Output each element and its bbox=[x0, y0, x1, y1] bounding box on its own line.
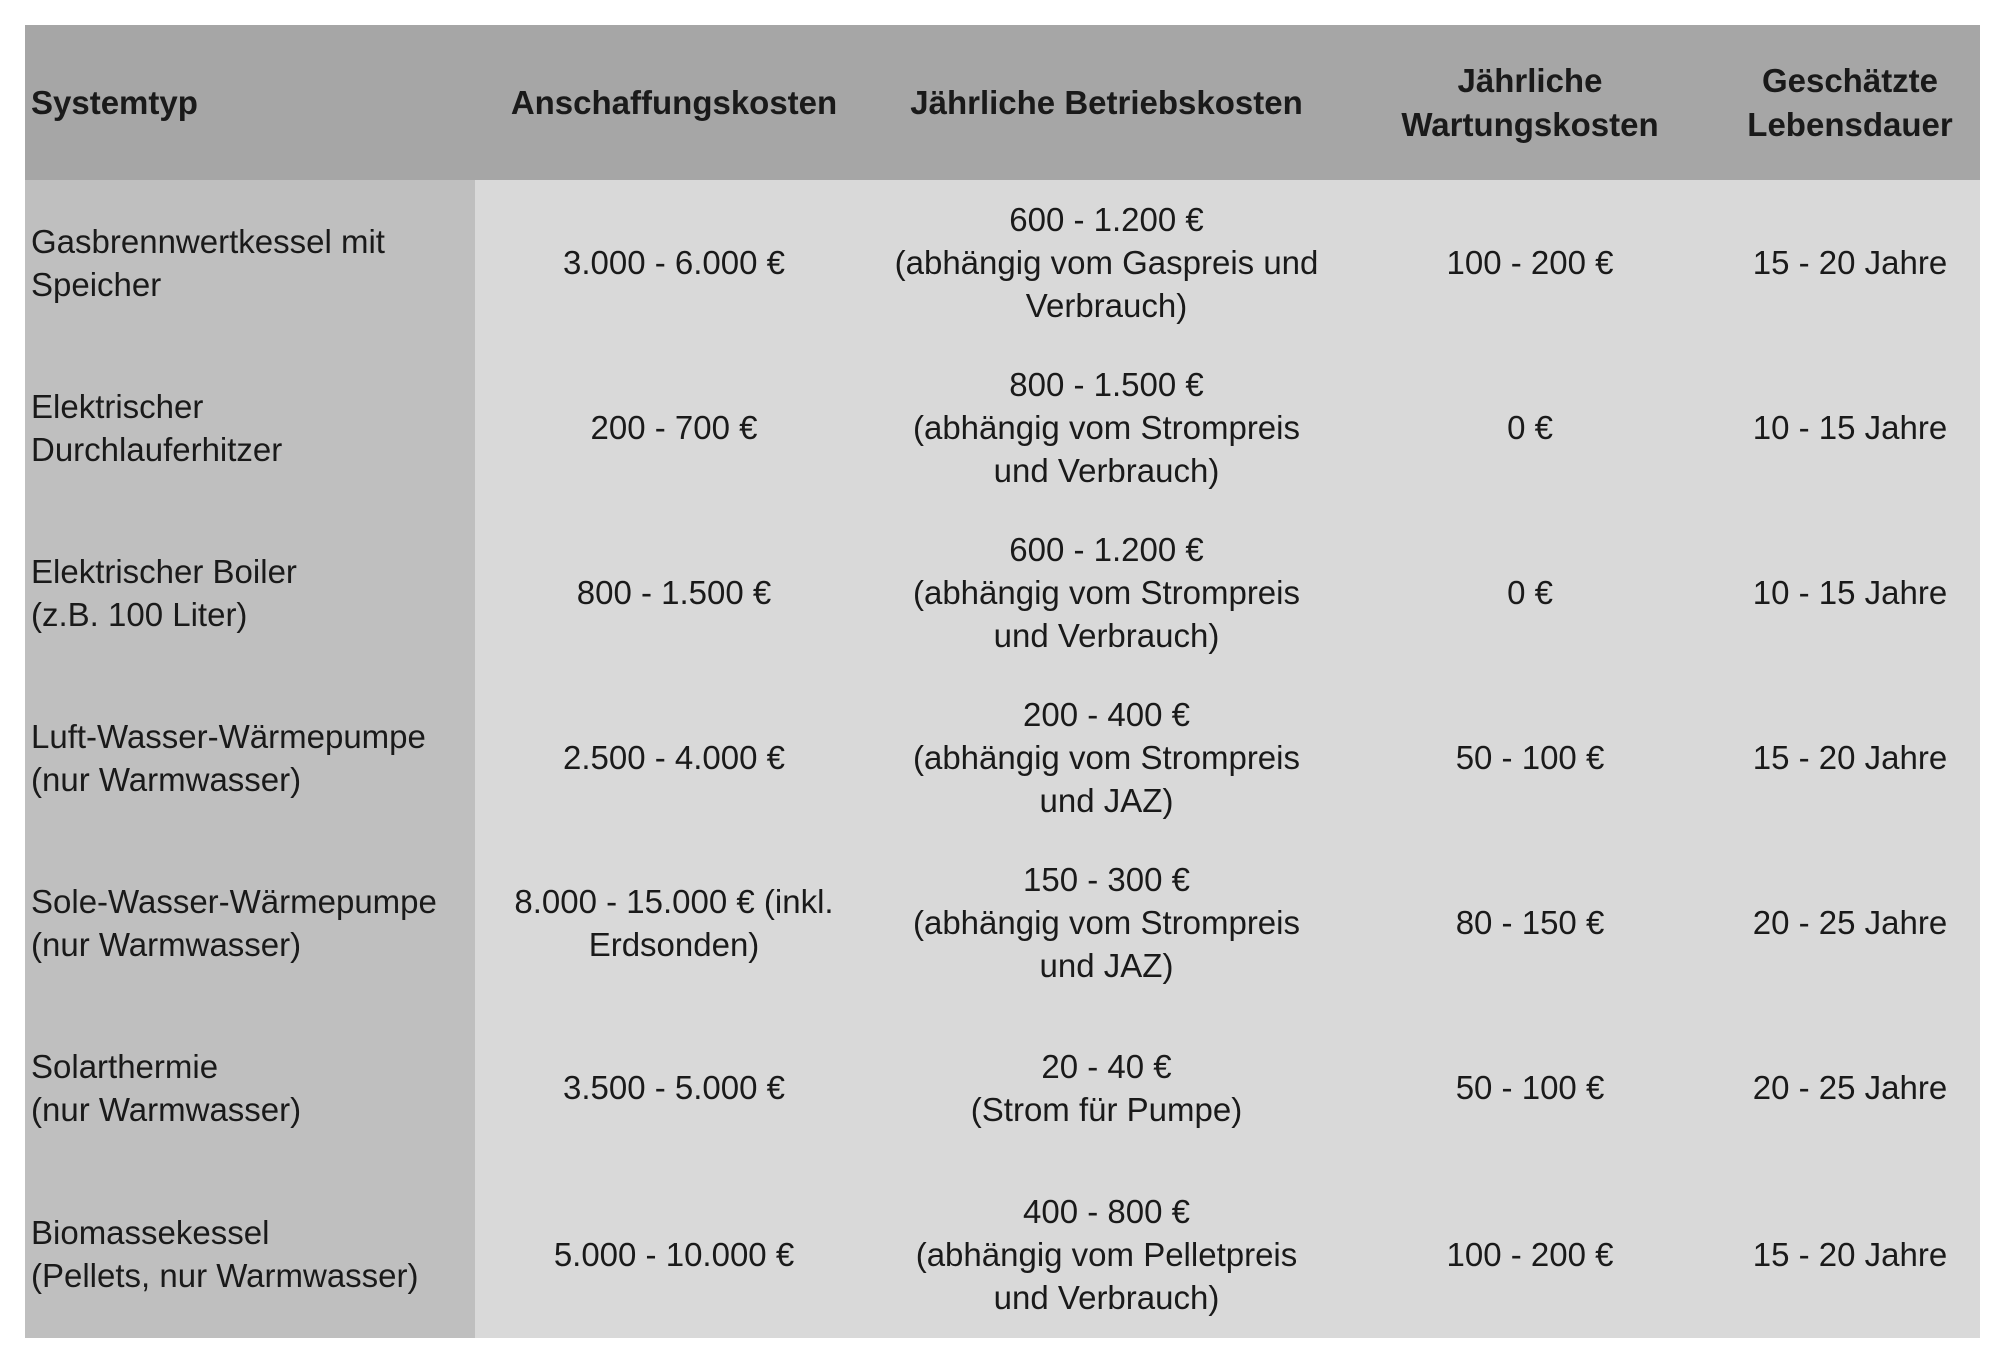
cell-line: 800 - 1.500 € bbox=[1009, 366, 1204, 403]
cell-line: 100 - 200 € bbox=[1446, 1235, 1614, 1273]
cell-line: und Verbrauch) bbox=[993, 452, 1220, 489]
cell-line: 800 - 1.500 € bbox=[576, 574, 772, 611]
cell-betriebskosten bbox=[873, 1005, 1340, 1170]
header-line: Lebensdauer bbox=[1747, 105, 1953, 143]
cell-line: 3.500 - 5.000 € bbox=[562, 1069, 785, 1106]
cell-line: 100 - 200 € bbox=[1446, 244, 1614, 281]
cell-line: (abhängig vom Pelletpreis bbox=[915, 1235, 1298, 1273]
header-anschaffungskosten bbox=[475, 25, 873, 180]
header-line: Geschätzte bbox=[1761, 61, 1939, 99]
cell-line: 0 € bbox=[1507, 574, 1553, 611]
cell-wartungskosten bbox=[1340, 1170, 1720, 1338]
cell-line: 15 - 20 Jahre bbox=[1752, 244, 1948, 281]
header-line: Wartungskosten bbox=[1401, 105, 1659, 143]
cell-anschaffungskosten bbox=[475, 1005, 873, 1170]
header-betriebskosten bbox=[873, 25, 1340, 180]
cell-line: 20 - 40 € bbox=[1041, 1047, 1172, 1085]
cell-systemtyp bbox=[25, 510, 475, 675]
cell-betriebskosten bbox=[873, 675, 1340, 840]
cell-line: Biomassekessel bbox=[31, 1214, 270, 1251]
cell-line: 50 - 100 € bbox=[1455, 739, 1605, 776]
cell-line: 80 - 150 € bbox=[1455, 904, 1605, 941]
cell-wartungskosten bbox=[1340, 675, 1720, 840]
table-row bbox=[25, 1170, 1980, 1338]
cell-lebensdauer bbox=[1720, 180, 1980, 345]
cell-line: Luft-Wasser-Wärmepumpe bbox=[31, 717, 426, 755]
table-row bbox=[25, 1005, 1980, 1170]
header-line: Jährliche bbox=[1457, 61, 1603, 99]
cell-betriebskosten bbox=[873, 180, 1340, 345]
cell-line: Elektrischer Boiler bbox=[31, 552, 297, 590]
cell-systemtyp bbox=[25, 840, 475, 1005]
cell-line: Solarthermie bbox=[31, 1047, 219, 1085]
cell-line: (nur Warmwasser) bbox=[31, 1090, 302, 1128]
table-header bbox=[25, 25, 1980, 180]
cell-line: 5.000 - 10.000 € bbox=[553, 1235, 795, 1273]
cell-lebensdauer bbox=[1720, 840, 1980, 1005]
cell-lebensdauer bbox=[1720, 1005, 1980, 1170]
cell-line: Elektrischer bbox=[31, 387, 204, 425]
header-systemtyp bbox=[25, 25, 475, 180]
cell-anschaffungskosten bbox=[475, 180, 873, 345]
header-row bbox=[25, 25, 1980, 180]
cell-line: und Verbrauch) bbox=[993, 1278, 1220, 1316]
header-line: Systemtyp bbox=[31, 83, 198, 121]
cell-line: (abhängig vom Strompreis bbox=[912, 904, 1300, 941]
cell-line: 150 - 300 € bbox=[1023, 861, 1190, 898]
cell-line: 200 - 400 € bbox=[1023, 696, 1190, 733]
cell-line: (Pellets, nur Warmwasser) bbox=[31, 1257, 419, 1294]
cell-systemtyp bbox=[25, 180, 475, 345]
cell-wartungskosten bbox=[1340, 180, 1720, 345]
cell-line: 10 - 15 Jahre bbox=[1752, 409, 1948, 446]
cell-wartungskosten bbox=[1340, 510, 1720, 675]
cell-line: Durchlauferhitzer bbox=[31, 430, 283, 468]
cell-line: 50 - 100 € bbox=[1455, 1069, 1605, 1106]
header-line: Anschaffungskosten bbox=[510, 83, 838, 121]
cell-line: 600 - 1.200 € bbox=[1009, 201, 1204, 238]
table-row bbox=[25, 510, 1980, 675]
cell-line: 200 - 700 € bbox=[590, 409, 758, 446]
cell-line: (abhängig vom Strompreis bbox=[912, 574, 1300, 611]
cell-lebensdauer bbox=[1720, 1170, 1980, 1338]
cell-systemtyp bbox=[25, 345, 475, 510]
cost-comparison-table bbox=[25, 25, 1980, 1338]
cell-line: (abhängig vom Strompreis bbox=[912, 739, 1300, 776]
header-line: Jährliche Betriebskosten bbox=[910, 83, 1303, 121]
cell-line: 3.000 - 6.000 € bbox=[562, 244, 785, 281]
cell-wartungskosten bbox=[1340, 840, 1720, 1005]
cell-line: 10 - 15 Jahre bbox=[1752, 574, 1948, 611]
cell-line: (Strom für Pumpe) bbox=[970, 1090, 1243, 1128]
cell-anschaffungskosten bbox=[475, 510, 873, 675]
cell-anschaffungskosten bbox=[475, 840, 873, 1005]
cell-anschaffungskosten bbox=[475, 345, 873, 510]
cell-line: (z.B. 100 Liter) bbox=[31, 595, 248, 633]
table-body bbox=[25, 180, 1980, 1338]
cell-line: 20 - 25 Jahre bbox=[1752, 904, 1948, 941]
cell-line: Speicher bbox=[31, 265, 162, 303]
cell-betriebskosten bbox=[873, 345, 1340, 510]
table-row bbox=[25, 345, 1980, 510]
cell-betriebskosten bbox=[873, 1170, 1340, 1338]
table-row bbox=[25, 675, 1980, 840]
cell-lebensdauer bbox=[1720, 675, 1980, 840]
cell-anschaffungskosten bbox=[475, 675, 873, 840]
cell-line: (nur Warmwasser) bbox=[31, 925, 302, 963]
cell-line: 8.000 - 15.000 € (inkl. bbox=[514, 882, 834, 920]
cell-line: 0 € bbox=[1507, 409, 1553, 446]
header-lebensdauer bbox=[1720, 25, 1980, 180]
cell-line: und JAZ) bbox=[1039, 947, 1174, 984]
table-row bbox=[25, 840, 1980, 1005]
cell-line: Verbrauch) bbox=[1025, 287, 1188, 324]
cost-comparison-table-container bbox=[25, 25, 1980, 1338]
cell-anschaffungskosten bbox=[475, 1170, 873, 1338]
cell-line: Sole-Wasser-Wärmepumpe bbox=[31, 882, 437, 920]
cell-line: (abhängig vom Gaspreis und bbox=[894, 244, 1319, 281]
cell-line: 2.500 - 4.000 € bbox=[562, 739, 785, 776]
cell-lebensdauer bbox=[1720, 345, 1980, 510]
cell-line: (abhängig vom Strompreis bbox=[912, 409, 1300, 446]
cell-line: 400 - 800 € bbox=[1023, 1192, 1190, 1230]
header-wartungskosten bbox=[1340, 25, 1720, 180]
cell-line: 15 - 20 Jahre bbox=[1752, 1235, 1948, 1273]
cell-line: 20 - 25 Jahre bbox=[1752, 1069, 1948, 1106]
cell-line: Gasbrennwertkessel mit bbox=[31, 222, 385, 260]
cell-betriebskosten bbox=[873, 840, 1340, 1005]
cell-line: 15 - 20 Jahre bbox=[1752, 739, 1948, 776]
cell-line: Erdsonden) bbox=[588, 925, 760, 963]
table-row bbox=[25, 180, 1980, 345]
cell-wartungskosten bbox=[1340, 1005, 1720, 1170]
cell-wartungskosten bbox=[1340, 345, 1720, 510]
cell-systemtyp bbox=[25, 675, 475, 840]
cell-line: (nur Warmwasser) bbox=[31, 760, 302, 798]
cell-systemtyp bbox=[25, 1170, 475, 1338]
cell-systemtyp bbox=[25, 1005, 475, 1170]
cell-line: und JAZ) bbox=[1039, 782, 1174, 819]
cell-betriebskosten bbox=[873, 510, 1340, 675]
cell-line: und Verbrauch) bbox=[993, 617, 1220, 654]
cell-line: 600 - 1.200 € bbox=[1009, 531, 1204, 568]
cell-lebensdauer bbox=[1720, 510, 1980, 675]
